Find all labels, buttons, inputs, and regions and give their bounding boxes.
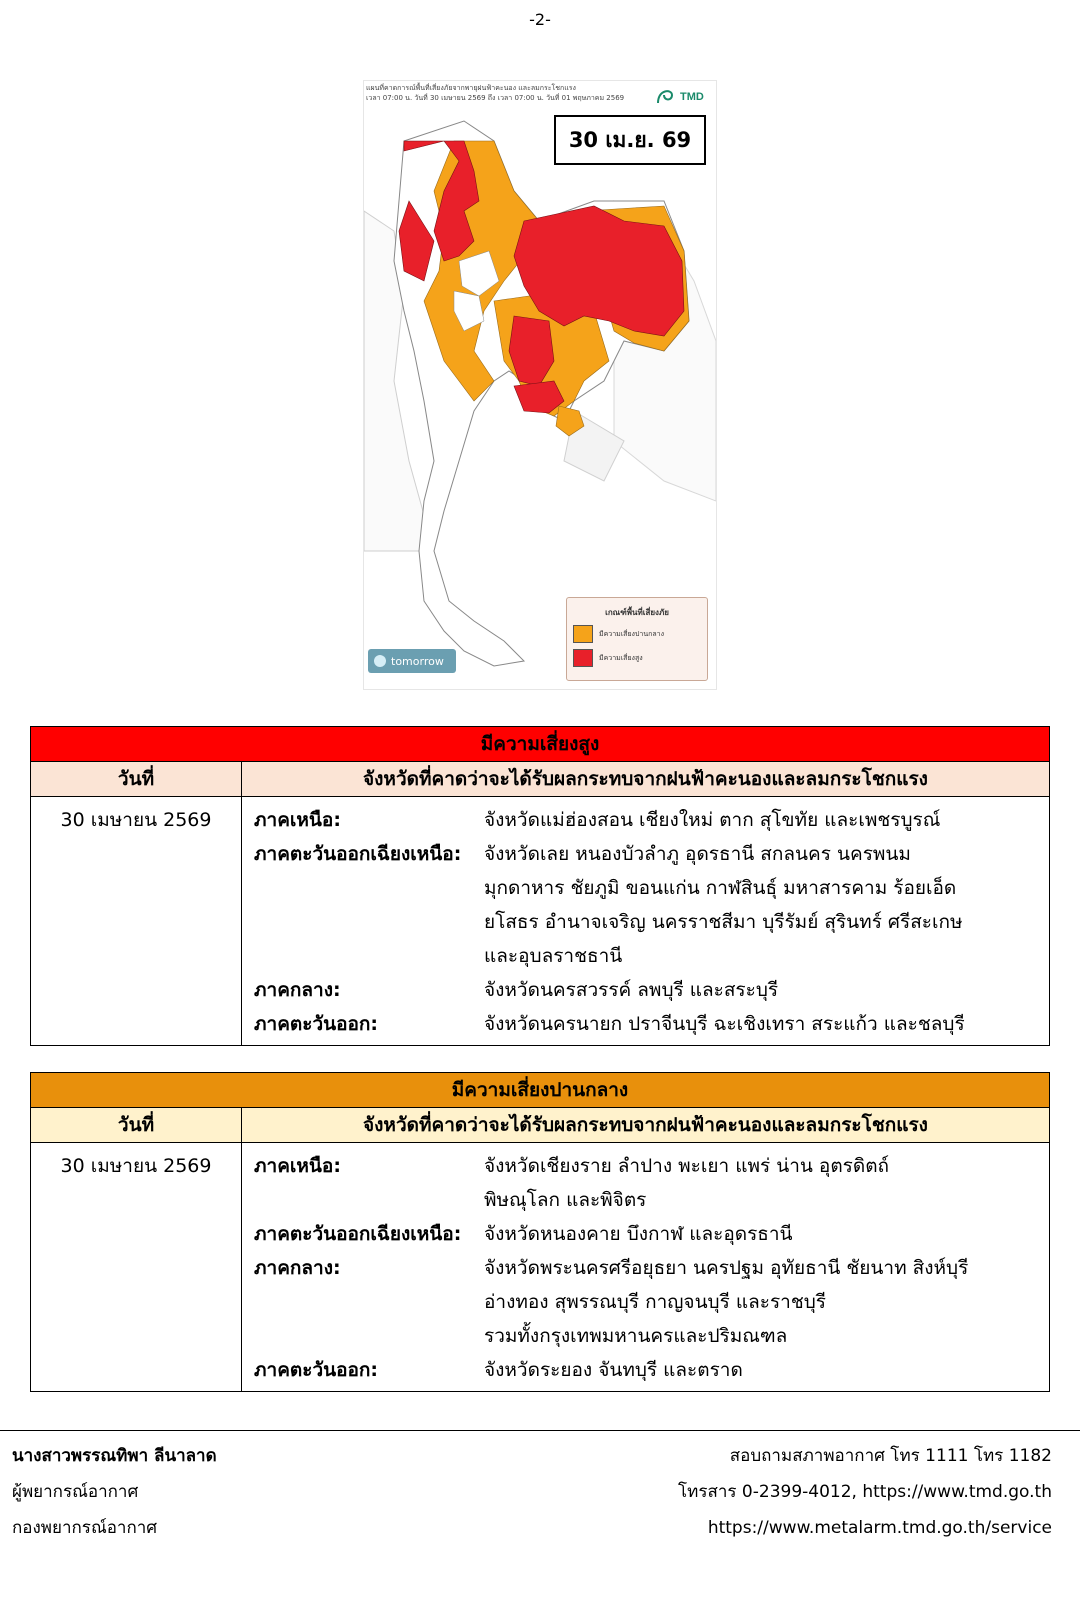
medium-risk-date: 30 เมษายน 2569 xyxy=(31,1143,242,1392)
map-legend xyxy=(566,597,708,681)
province-line: จังหวัดนครนายก ปราจีนบุรี ฉะเชิงเทรา สระแก้ว และชลบุรี xyxy=(484,1013,965,1035)
map-date-label: 30 เม.ย. 69 xyxy=(554,115,706,165)
footer-contact xyxy=(678,1438,1052,1546)
contact-fax-website[interactable]: โทรสาร 0-2399-4012, https://www.tmd.go.th xyxy=(678,1482,1052,1502)
page-number: -2- xyxy=(529,10,551,29)
region-east xyxy=(254,1007,1045,1041)
footer-divider xyxy=(0,1430,1080,1431)
region-provinces xyxy=(484,803,1045,837)
legend-row-medium xyxy=(573,625,707,643)
high-risk-title: มีความเสี่ยงสูง xyxy=(31,727,1050,762)
region-provinces xyxy=(484,1217,1045,1251)
province-line: จังหวัดหนองคาย บึงกาฬ และอุดรธานี xyxy=(484,1223,793,1245)
medium-risk-header-row xyxy=(31,1108,1050,1143)
region-northeast xyxy=(254,1217,1045,1251)
high-risk-regions xyxy=(242,797,1050,1046)
high-risk-header-provinces: จังหวัดที่คาดว่าจะได้รับผลกระทบจากฝนฟ้าคะนองและลมกระโชกแรง xyxy=(242,762,1050,797)
high-risk-header-date: วันที่ xyxy=(31,762,242,797)
tomorrow-badge xyxy=(368,649,456,673)
footer-signature xyxy=(12,1438,217,1546)
province-line: ยโสธร อำนาจเจริญ นครราชสีมา บุรีรัมย์ สุรินทร์ ศรีสะเกษ xyxy=(484,911,963,933)
province-line: มุกดาหาร ชัยภูมิ ขอนแก่น กาฬสินธุ์ มหาสารคาม ร้อยเอ็ด xyxy=(484,877,957,899)
province-line: พิษณุโลก และพิจิตร xyxy=(484,1189,647,1211)
region-north xyxy=(254,803,1045,837)
province-line: รวมทั้งกรุงเทพมหานครและปริมณฑล xyxy=(484,1325,788,1347)
svg-text:TMD: TMD xyxy=(680,91,704,103)
region-provinces xyxy=(484,1007,1045,1041)
medium-risk-title: มีความเสี่ยงปานกลาง xyxy=(31,1073,1050,1108)
forecaster-division: กองพยากรณ์อากาศ xyxy=(12,1518,158,1538)
tomorrow-badge-label: tomorrow xyxy=(391,654,444,668)
high-risk-table xyxy=(30,726,1050,1046)
region-name: ภาคกลาง: xyxy=(254,1257,341,1279)
risk-map xyxy=(363,80,717,690)
region-northeast xyxy=(254,837,1045,973)
region-name: ภาคตะวันออกเฉียงเหนือ: xyxy=(254,843,462,865)
legend-swatch-medium xyxy=(573,625,593,643)
map-caption-line1: แผนที่คาดการณ์พื้นที่เสี่ยงภัยจากพายุฝนฟ้าคะนอง และลมกระโชกแรง xyxy=(366,84,576,92)
region-central xyxy=(254,973,1045,1007)
region-name: ภาคตะวันออก: xyxy=(254,1359,379,1381)
province-line: และอุบลราชธานี xyxy=(484,945,623,967)
region-north xyxy=(254,1149,1045,1217)
forecaster-position: ผู้พยากรณ์อากาศ xyxy=(12,1482,139,1502)
map-caption xyxy=(366,83,636,103)
contact-service-link[interactable]: https://www.metalarm.tmd.go.th/service xyxy=(707,1518,1052,1538)
province-line: จังหวัดระยอง จันทบุรี และตราด xyxy=(484,1359,743,1381)
medium-risk-header-date: วันที่ xyxy=(31,1108,242,1143)
tmd-logo-icon xyxy=(654,83,708,107)
region-name: ภาคกลาง: xyxy=(254,979,341,1001)
region-name: ภาคตะวันออก: xyxy=(254,1013,379,1035)
legend-row-high xyxy=(573,649,707,667)
medium-risk-row xyxy=(31,1143,1050,1392)
legend-label-high: มีความเสี่ยงสูง xyxy=(599,653,643,662)
region-provinces xyxy=(484,1149,1045,1217)
province-line: จังหวัดเลย หนองบัวลำภู อุดรธานี สกลนคร นครพนม xyxy=(484,843,911,865)
tomorrow-icon xyxy=(374,655,386,667)
legend-label-medium: มีความเสี่ยงปานกลาง xyxy=(599,629,664,638)
region-central xyxy=(254,1251,1045,1353)
province-line: อ่างทอง สุพรรณบุรี กาญจนบุรี และราชบุรี xyxy=(484,1291,826,1313)
province-line: จังหวัดนครสวรรค์ ลพบุรี และสระบุรี xyxy=(484,979,779,1001)
region-name: ภาคเหนือ: xyxy=(254,809,341,831)
contact-phone: สอบถามสภาพอากาศ โทร 1111 โทร 1182 xyxy=(729,1446,1052,1466)
high-risk-row xyxy=(31,797,1050,1046)
province-line: จังหวัดแม่ฮ่องสอน เชียงใหม่ ตาก สุโขทัย และเพชรบูรณ์ xyxy=(484,809,941,831)
legend-swatch-high xyxy=(573,649,593,667)
map-caption-line2: เวลา 07:00 น. วันที่ 30 เมษายน 2569 ถึง เวลา 07:00 น. วันที่ 01 พฤษภาคม 2569 xyxy=(366,94,625,102)
forecaster-name: นางสาวพรรณทิพา ลีนาลาด xyxy=(12,1446,217,1466)
province-line: จังหวัดพระนครศรีอยุธยา นครปฐม อุทัยธานี ชัยนาท สิงห์บุรี xyxy=(484,1257,969,1279)
region-east xyxy=(254,1353,1045,1387)
legend-title: เกณฑ์พื้นที่เสี่ยงภัย xyxy=(605,608,669,617)
region-provinces xyxy=(484,1353,1045,1387)
region-provinces xyxy=(484,973,1045,1007)
medium-risk-header-provinces: จังหวัดที่คาดว่าจะได้รับผลกระทบจากฝนฟ้าคะนองและลมกระโชกแรง xyxy=(242,1108,1050,1143)
medium-risk-table xyxy=(30,1072,1050,1392)
high-risk-header-row xyxy=(31,762,1050,797)
high-risk-date: 30 เมษายน 2569 xyxy=(31,797,242,1046)
region-provinces xyxy=(484,837,1045,973)
region-name: ภาคเหนือ: xyxy=(254,1155,341,1177)
region-provinces xyxy=(484,1251,1045,1353)
province-line: จังหวัดเชียงราย ลำปาง พะเยา แพร่ น่าน อุตรดิตถ์ xyxy=(484,1155,890,1177)
region-name: ภาคตะวันออกเฉียงเหนือ: xyxy=(254,1223,462,1245)
tmd-logo xyxy=(654,83,708,107)
medium-risk-regions xyxy=(242,1143,1050,1392)
